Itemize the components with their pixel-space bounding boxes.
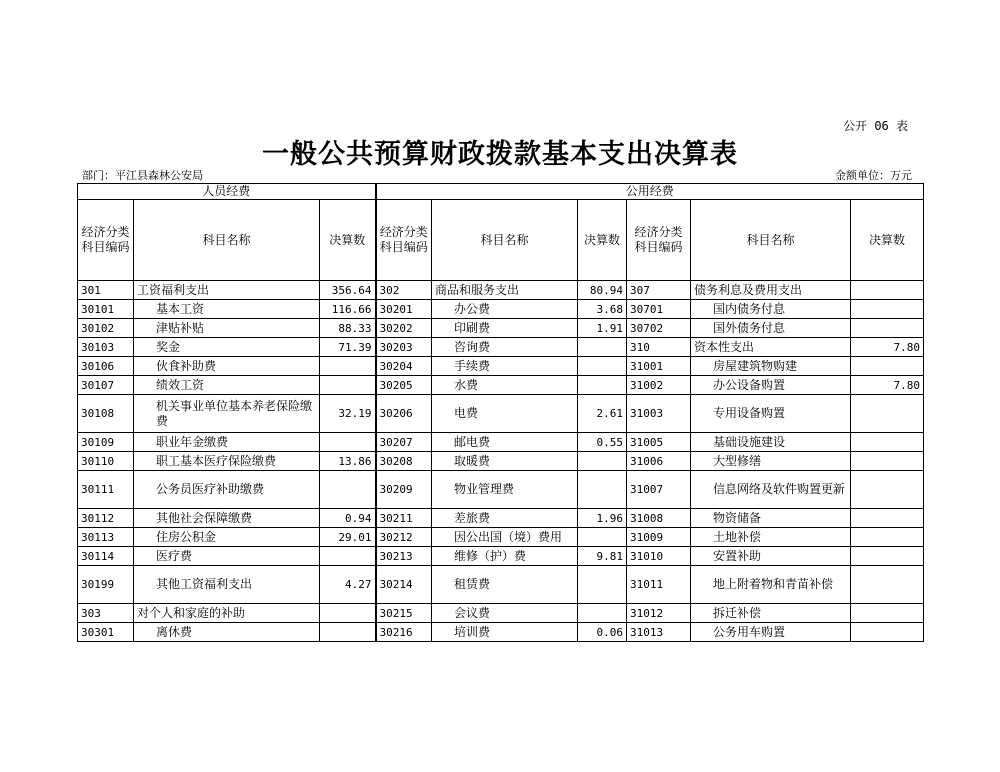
amount-cell <box>851 528 924 547</box>
table-row <box>78 376 924 395</box>
amount-cell <box>578 357 627 376</box>
economic-code-cell: 30201 <box>376 300 432 319</box>
table-row <box>78 509 924 528</box>
table-row <box>78 547 924 566</box>
economic-code-cell: 310 <box>627 338 691 357</box>
amount-cell: 32.19 <box>320 395 376 433</box>
subject-name-cell: 物资储备 <box>691 509 851 528</box>
amount-cell: 0.55 <box>578 433 627 452</box>
amount-cell: 7.80 <box>851 338 924 357</box>
economic-code-cell: 30103 <box>78 338 134 357</box>
amount-cell <box>851 604 924 623</box>
economic-code-cell: 31011 <box>627 566 691 604</box>
subject-name-cell: 手续费 <box>432 357 578 376</box>
department-label: 部门：平江县森林公安局 <box>82 169 203 182</box>
page-title: 一般公共预算财政拨款基本支出决算表 <box>262 139 738 170</box>
economic-code-cell: 30101 <box>78 300 134 319</box>
economic-code-cell: 30108 <box>78 395 134 433</box>
economic-code-cell: 30215 <box>376 604 432 623</box>
amount-cell <box>578 604 627 623</box>
economic-code-cell: 31013 <box>627 623 691 642</box>
subject-name-cell: 伙食补助费 <box>134 357 320 376</box>
column-header-name: 科目名称 <box>134 200 320 281</box>
subject-name-cell: 差旅费 <box>432 509 578 528</box>
economic-code-cell: 30205 <box>376 376 432 395</box>
amount-cell <box>320 623 376 642</box>
table-row <box>78 281 924 300</box>
subject-name-cell: 职业年金缴费 <box>134 433 320 452</box>
amount-cell <box>578 376 627 395</box>
economic-code-cell: 307 <box>627 281 691 300</box>
table-row <box>78 623 924 642</box>
economic-code-cell: 301 <box>78 281 134 300</box>
economic-code-cell: 31012 <box>627 604 691 623</box>
amount-cell <box>851 547 924 566</box>
form-tag: 公开 06 表 <box>843 119 908 133</box>
subject-name-cell: 津贴补贴 <box>134 319 320 338</box>
subject-name-cell: 商品和服务支出 <box>432 281 578 300</box>
amount-cell: 71.39 <box>320 338 376 357</box>
subject-name-cell: 培训费 <box>432 623 578 642</box>
economic-code-cell: 302 <box>376 281 432 300</box>
expenditure-table <box>77 183 924 642</box>
subject-name-cell: 住房公积金 <box>134 528 320 547</box>
economic-code-cell: 30204 <box>376 357 432 376</box>
economic-code-cell: 30110 <box>78 452 134 471</box>
economic-code-cell: 30102 <box>78 319 134 338</box>
amount-cell: 1.91 <box>578 319 627 338</box>
amount-cell <box>578 338 627 357</box>
amount-cell <box>851 357 924 376</box>
amount-cell <box>320 357 376 376</box>
subject-name-cell: 电费 <box>432 395 578 433</box>
subject-name-cell: 其他社会保障缴费 <box>134 509 320 528</box>
table-row <box>78 395 924 433</box>
economic-code-cell: 30107 <box>78 376 134 395</box>
column-header-name: 科目名称 <box>432 200 578 281</box>
subject-name-cell: 医疗费 <box>134 547 320 566</box>
subject-name-cell: 离休费 <box>134 623 320 642</box>
amount-cell: 4.27 <box>320 566 376 604</box>
amount-cell <box>851 319 924 338</box>
subject-name-cell: 水费 <box>432 376 578 395</box>
economic-code-cell: 30106 <box>78 357 134 376</box>
subject-name-cell: 邮电费 <box>432 433 578 452</box>
amount-cell <box>320 604 376 623</box>
economic-code-cell: 30114 <box>78 547 134 566</box>
subject-name-cell: 基础设施建设 <box>691 433 851 452</box>
economic-code-cell: 31002 <box>627 376 691 395</box>
amount-cell: 7.80 <box>851 376 924 395</box>
table-row <box>78 452 924 471</box>
table-row <box>78 319 924 338</box>
economic-code-cell: 30216 <box>376 623 432 642</box>
unit-label: 金额单位：万元 <box>835 169 912 182</box>
economic-code-cell: 30113 <box>78 528 134 547</box>
amount-cell <box>578 528 627 547</box>
subject-name-cell: 房屋建筑物购建 <box>691 357 851 376</box>
amount-cell: 0.94 <box>320 509 376 528</box>
subject-name-cell: 拆迁补偿 <box>691 604 851 623</box>
subject-name-cell: 其他工资福利支出 <box>134 566 320 604</box>
amount-cell: 13.86 <box>320 452 376 471</box>
subject-name-cell: 绩效工资 <box>134 376 320 395</box>
amount-cell <box>851 471 924 509</box>
table-row <box>78 357 924 376</box>
amount-cell: 116.66 <box>320 300 376 319</box>
subject-name-cell: 因公出国（境）费用 <box>432 528 578 547</box>
column-header-amount: 决算数 <box>320 200 376 281</box>
amount-cell: 2.61 <box>578 395 627 433</box>
economic-code-cell: 31007 <box>627 471 691 509</box>
amount-cell: 88.33 <box>320 319 376 338</box>
subject-name-cell: 奖金 <box>134 338 320 357</box>
subject-name-cell: 公务用车购置 <box>691 623 851 642</box>
amount-cell <box>851 300 924 319</box>
amount-cell: 9.81 <box>578 547 627 566</box>
subject-name-cell: 物业管理费 <box>432 471 578 509</box>
economic-code-cell: 30207 <box>376 433 432 452</box>
amount-cell <box>851 509 924 528</box>
column-header-code: 经济分类科目编码 <box>376 200 432 281</box>
column-header-code: 经济分类科目编码 <box>78 200 134 281</box>
subject-name-cell: 地上附着物和青苗补偿 <box>691 566 851 604</box>
table-row <box>78 471 924 509</box>
subject-name-cell: 会议费 <box>432 604 578 623</box>
column-header-amount: 决算数 <box>851 200 924 281</box>
economic-code-cell: 30214 <box>376 566 432 604</box>
economic-code-cell: 30209 <box>376 471 432 509</box>
subject-name-cell: 取暖费 <box>432 452 578 471</box>
subject-name-cell: 公务员医疗补助缴费 <box>134 471 320 509</box>
amount-cell <box>578 452 627 471</box>
economic-code-cell: 30208 <box>376 452 432 471</box>
subject-name-cell: 租赁费 <box>432 566 578 604</box>
subject-name-cell: 维修（护）费 <box>432 547 578 566</box>
subject-name-cell: 国内债务付息 <box>691 300 851 319</box>
economic-code-cell: 303 <box>78 604 134 623</box>
table-row <box>78 338 924 357</box>
economic-code-cell: 30212 <box>376 528 432 547</box>
economic-code-cell: 30203 <box>376 338 432 357</box>
amount-cell <box>851 623 924 642</box>
subject-name-cell: 办公费 <box>432 300 578 319</box>
amount-cell: 0.06 <box>578 623 627 642</box>
amount-cell <box>320 471 376 509</box>
column-header-name: 科目名称 <box>691 200 851 281</box>
subject-name-cell: 信息网络及软件购置更新 <box>691 471 851 509</box>
amount-cell: 1.96 <box>578 509 627 528</box>
amount-cell: 3.68 <box>578 300 627 319</box>
subject-name-cell: 土地补偿 <box>691 528 851 547</box>
economic-code-cell: 31003 <box>627 395 691 433</box>
subject-name-cell: 大型修缮 <box>691 452 851 471</box>
economic-code-cell: 30206 <box>376 395 432 433</box>
subject-name-cell: 债务利息及费用支出 <box>691 281 851 300</box>
table-row <box>78 566 924 604</box>
economic-code-cell: 31001 <box>627 357 691 376</box>
section-header-public: 公用经费 <box>376 184 924 200</box>
subject-name-cell: 印刷费 <box>432 319 578 338</box>
economic-code-cell: 31008 <box>627 509 691 528</box>
amount-cell <box>578 471 627 509</box>
column-header-amount: 决算数 <box>578 200 627 281</box>
amount-cell <box>851 566 924 604</box>
economic-code-cell: 30211 <box>376 509 432 528</box>
subject-name-cell: 安置补助 <box>691 547 851 566</box>
subject-name-cell: 工资福利支出 <box>134 281 320 300</box>
amount-cell <box>320 433 376 452</box>
table-row <box>78 604 924 623</box>
economic-code-cell: 30701 <box>627 300 691 319</box>
subject-name-cell: 专用设备购置 <box>691 395 851 433</box>
amount-cell <box>320 376 376 395</box>
section-header-personnel: 人员经费 <box>78 184 376 200</box>
subject-name-cell: 咨询费 <box>432 338 578 357</box>
amount-cell <box>851 452 924 471</box>
economic-code-cell: 30111 <box>78 471 134 509</box>
economic-code-cell: 31009 <box>627 528 691 547</box>
subject-name-cell: 办公设备购置 <box>691 376 851 395</box>
subject-name-cell: 资本性支出 <box>691 338 851 357</box>
subject-name-cell: 机关事业单位基本养老保险缴费 <box>134 395 320 433</box>
economic-code-cell: 30109 <box>78 433 134 452</box>
amount-cell <box>851 433 924 452</box>
economic-code-cell: 30202 <box>376 319 432 338</box>
table-row <box>78 300 924 319</box>
subject-name-cell: 基本工资 <box>134 300 320 319</box>
economic-code-cell: 31005 <box>627 433 691 452</box>
amount-cell <box>320 547 376 566</box>
amount-cell <box>851 281 924 300</box>
economic-code-cell: 31006 <box>627 452 691 471</box>
amount-cell: 356.64 <box>320 281 376 300</box>
table-row <box>78 433 924 452</box>
economic-code-cell: 31010 <box>627 547 691 566</box>
economic-code-cell: 30702 <box>627 319 691 338</box>
amount-cell <box>851 395 924 433</box>
table-row <box>78 528 924 547</box>
subject-name-cell: 对个人和家庭的补助 <box>134 604 320 623</box>
column-header-code: 经济分类科目编码 <box>627 200 691 281</box>
economic-code-cell: 30301 <box>78 623 134 642</box>
amount-cell <box>578 566 627 604</box>
subject-name-cell: 国外债务付息 <box>691 319 851 338</box>
amount-cell: 80.94 <box>578 281 627 300</box>
economic-code-cell: 30112 <box>78 509 134 528</box>
amount-cell: 29.01 <box>320 528 376 547</box>
economic-code-cell: 30199 <box>78 566 134 604</box>
economic-code-cell: 30213 <box>376 547 432 566</box>
subject-name-cell: 职工基本医疗保险缴费 <box>134 452 320 471</box>
